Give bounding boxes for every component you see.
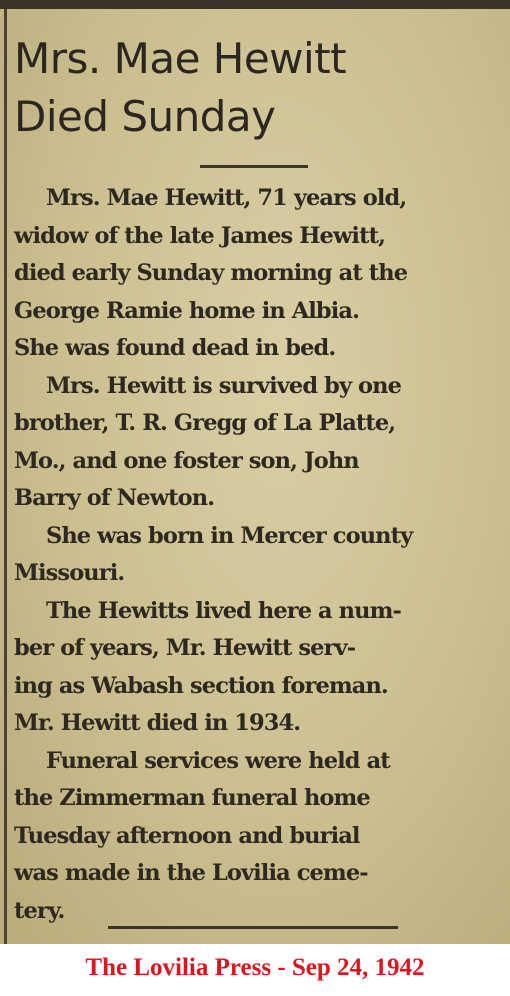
body-line: ing as Wabash section foreman. bbox=[14, 672, 388, 699]
body-line: Mrs. Hewitt is survived by one bbox=[46, 372, 402, 399]
body-line: The Hewitts lived here a num- bbox=[46, 597, 401, 624]
body-line: Funeral services were held at bbox=[46, 747, 390, 774]
body-line: ber of years, Mr. Hewitt serv- bbox=[14, 635, 356, 661]
headline bbox=[14, 30, 494, 146]
left-column-rule bbox=[4, 9, 7, 944]
body-line: Tuesday afternoon and burial bbox=[14, 822, 360, 849]
body-line: Mr. Hewitt died in 1934. bbox=[14, 710, 301, 736]
source-caption: The Lovilia Press - Sep 24, 1942 bbox=[85, 954, 425, 981]
body-line: widow of the late James Hewitt, bbox=[14, 222, 386, 249]
headline-line: Died Sunday bbox=[14, 92, 276, 141]
body-line: was made in the Lovilia ceme- bbox=[14, 860, 368, 886]
body-line: She was found dead in bed. bbox=[14, 335, 336, 361]
body-line: brother, T. R. Gregg of La Platte, bbox=[14, 410, 396, 436]
body-line: Mo., and one foster son, John bbox=[14, 447, 359, 474]
headline-line: Mrs. Mae Hewitt bbox=[14, 34, 347, 83]
body-line: the Zimmerman funeral home bbox=[14, 785, 370, 811]
top-column-rule bbox=[0, 0, 510, 9]
article-body bbox=[14, 180, 494, 930]
body-line: tery. bbox=[14, 897, 65, 924]
body-line: died early Sunday morning at the bbox=[14, 260, 408, 286]
headline-separator bbox=[200, 165, 308, 168]
end-separator bbox=[108, 926, 398, 929]
body-line: Missouri. bbox=[14, 560, 125, 586]
body-line: Mrs. Mae Hewitt, 71 years old, bbox=[46, 185, 407, 211]
body-line: Barry of Newton. bbox=[14, 485, 215, 511]
body-line: She was born in Mercer county bbox=[46, 522, 413, 549]
body-line: George Ramie home in Albia. bbox=[14, 297, 360, 324]
